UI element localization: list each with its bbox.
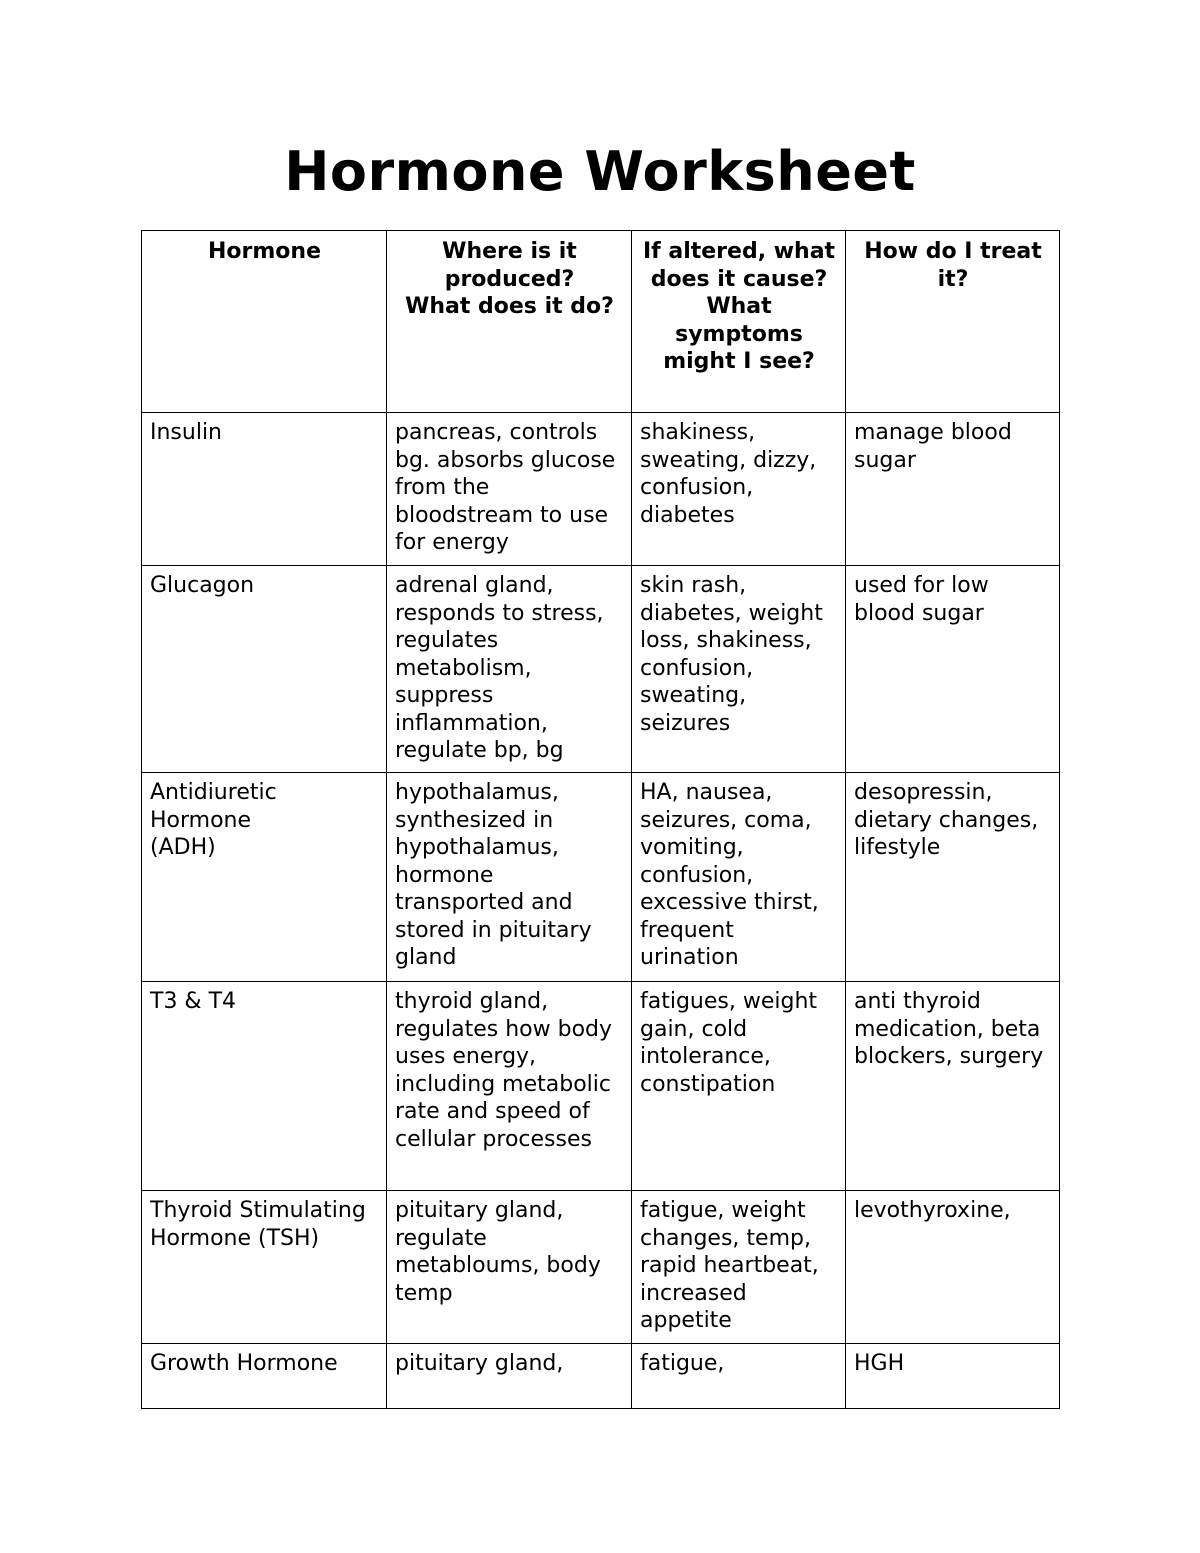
table-row (142, 773, 1060, 982)
header-hormone: Hormone (142, 231, 387, 413)
cell-produced: thyroid gland, regulates how body uses energy, including metabolic rate and speed of cellular processes (387, 982, 632, 1191)
cell-produced: pituitary gland, (387, 1344, 632, 1409)
header-where-produced: Where is it produced? What does it do? (387, 231, 632, 413)
cell-treatment: used for low blood sugar (846, 566, 1060, 773)
table-row (142, 1191, 1060, 1344)
table-row (142, 1344, 1060, 1409)
cell-symptoms: fatigue, (632, 1344, 846, 1409)
cell-treatment: desopressin, dietary changes, lifestyle (846, 773, 1060, 982)
table-row (142, 413, 1060, 566)
cell-treatment: levothyroxine, (846, 1191, 1060, 1344)
header-treatment: How do I treat it? (846, 231, 1060, 413)
cell-treatment: manage blood sugar (846, 413, 1060, 566)
cell-symptoms: HA, nausea, seizures, coma, vomiting, confusion, excessive thirst, frequent urination (632, 773, 846, 982)
cell-symptoms: shakiness, sweating, dizzy, confusion, diabetes (632, 413, 846, 566)
cell-treatment: HGH (846, 1344, 1060, 1409)
cell-hormone: Growth Hormone (142, 1344, 387, 1409)
table-row (142, 982, 1060, 1191)
cell-symptoms: fatigue, weight changes, temp, rapid heartbeat, increased appetite (632, 1191, 846, 1344)
cell-symptoms: fatigues, weight gain, cold intolerance, constipation (632, 982, 846, 1191)
cell-produced: adrenal gland, responds to stress, regulates metabolism, suppress inflammation, regulate bp, bg (387, 566, 632, 773)
table-row (142, 566, 1060, 773)
header-row (142, 231, 1060, 413)
cell-produced: pancreas, controls bg. absorbs glucose from the bloodstream to use for energy (387, 413, 632, 566)
cell-symptoms: skin rash, diabetes, weight loss, shakiness, confusion, sweating, seizures (632, 566, 846, 773)
cell-hormone: T3 & T4 (142, 982, 387, 1191)
page-title: Hormone Worksheet (284, 140, 916, 203)
cell-produced: pituitary gland, regulate metabloums, body temp (387, 1191, 632, 1344)
cell-hormone: Thyroid Stimulating Hormone (TSH) (142, 1191, 387, 1344)
cell-treatment: anti thyroid medication, beta blockers, surgery (846, 982, 1060, 1191)
hormone-table (141, 230, 1060, 1409)
cell-hormone: Insulin (142, 413, 387, 566)
cell-produced: hypothalamus, synthesized in hypothalamus, hormone transported and stored in pituitary gland (387, 773, 632, 982)
header-if-altered: If altered, what does it cause? What symptoms might I see? (632, 231, 846, 413)
cell-hormone: Glucagon (142, 566, 387, 773)
cell-hormone: Antidiuretic Hormone (ADH) (142, 773, 387, 982)
